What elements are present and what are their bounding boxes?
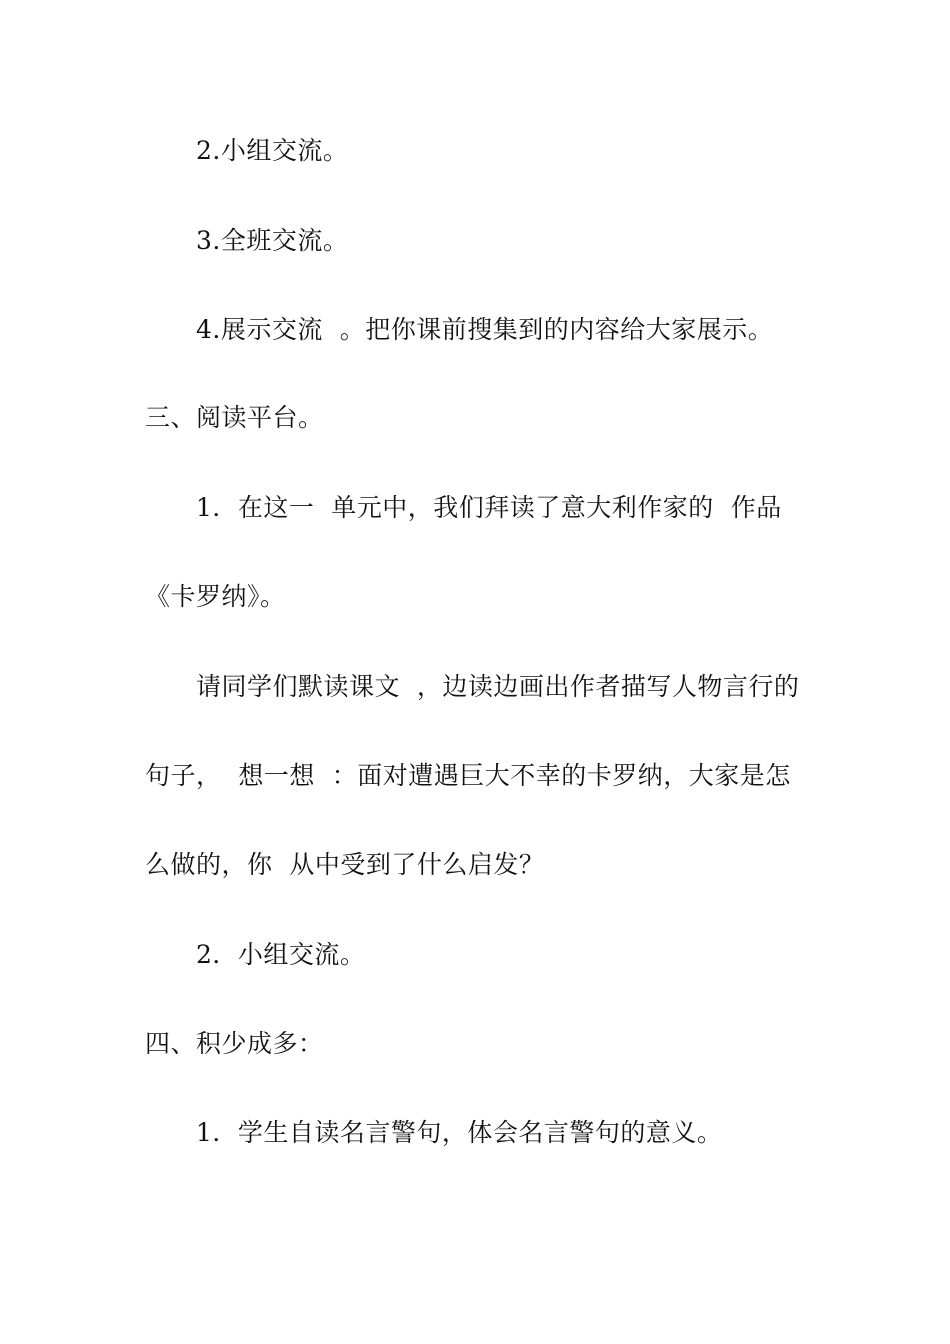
paragraph-reading-intro-cont: 《卡罗纳》。 bbox=[145, 582, 286, 611]
section-heading-accumulate: 四、积少成多： bbox=[145, 1029, 324, 1058]
section-heading-reading-platform: 三、阅读平台。 bbox=[145, 403, 324, 432]
list-item-class-discussion: 3.全班交流。 bbox=[196, 226, 349, 255]
list-item-show-discussion: 4.展示交流 。把你课前搜集到的内容给大家展示。 bbox=[196, 315, 774, 344]
list-item-read-quotes: 1．学生自读名言警句，体会名言警句的意义。 bbox=[196, 1118, 723, 1147]
paragraph-reading-intro: 1．在这一 单元中，我们拜读了意大利作家的 作品 bbox=[196, 493, 782, 522]
list-item-group-discussion-2: 2．小组交流。 bbox=[196, 940, 366, 969]
paragraph-instructions-cont-1: 句子， 想一想 ：面对遭遇巨大不幸的卡罗纳，大家是怎 bbox=[145, 761, 791, 790]
paragraph-instructions-cont-2: 么做的，你 从中受到了什么启发？ bbox=[145, 850, 545, 879]
list-item-group-discussion: 2.小组交流。 bbox=[196, 136, 349, 165]
paragraph-instructions: 请同学们默读课文 ，边读边画出作者描写人物言行的 bbox=[196, 672, 800, 701]
